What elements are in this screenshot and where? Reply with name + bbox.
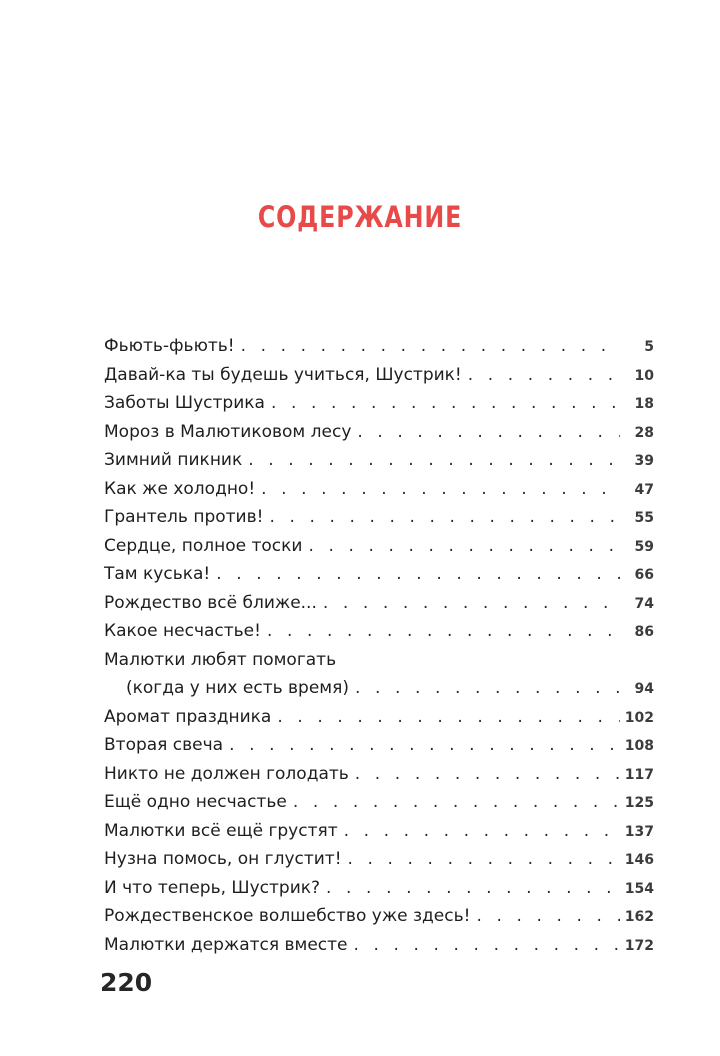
toc-entry <box>104 788 654 817</box>
toc-entry <box>104 446 654 475</box>
dot-leader <box>216 560 620 589</box>
dot-leader <box>269 503 620 532</box>
dot-leader <box>261 475 620 504</box>
toc-entry <box>104 389 654 418</box>
toc-entry-title-line1: Малютки любят помогать <box>104 649 337 670</box>
toc-entry <box>104 902 654 931</box>
dot-leader <box>271 389 620 418</box>
toc-entry <box>104 589 654 618</box>
toc-entry-page: 55 <box>634 510 654 526</box>
toc-entry-title: Заботы Шустрика <box>104 393 265 413</box>
toc-entry-page: 117 <box>624 766 654 783</box>
toc-entry-title: Нузна помось, он глустит! <box>104 849 342 869</box>
toc-entry-title: Там куська! <box>104 564 211 584</box>
toc-entry <box>104 931 654 960</box>
page-number: 220 <box>100 968 153 997</box>
toc-entry-page: 18 <box>634 396 654 412</box>
toc-entry-title: Сердце, полное тоски <box>104 535 303 556</box>
toc-entry-title: Аромат праздника <box>104 706 272 727</box>
toc-entry-title-line2: (когда у них есть время) <box>126 678 349 698</box>
toc-entry <box>104 418 654 447</box>
toc-entry-title: Как же холодно! <box>104 478 256 499</box>
dot-leader <box>348 845 620 874</box>
toc-entry-page: 102 <box>624 709 654 726</box>
dot-leader <box>355 760 620 789</box>
toc-entry-page: 137 <box>624 823 654 840</box>
toc-entry <box>104 703 654 732</box>
dot-leader <box>267 617 620 646</box>
toc-entry <box>104 874 654 903</box>
toc-entry <box>104 332 654 361</box>
toc-entry <box>104 475 654 504</box>
dot-leader <box>326 874 620 903</box>
dot-leader <box>293 788 620 817</box>
toc-entry-title: Зимний пикник <box>104 450 243 470</box>
toc-entry-page: 74 <box>634 595 654 612</box>
dot-leader <box>248 446 620 475</box>
toc-entry <box>104 731 654 760</box>
toc-entry-page: 39 <box>634 453 654 469</box>
dot-leader <box>323 589 620 618</box>
toc-entry <box>104 532 654 561</box>
dot-leader <box>241 332 620 361</box>
toc-entry-page: 94 <box>634 681 654 697</box>
toc-entry-page: 162 <box>624 909 654 925</box>
page-title: СОДЕРЖАНИЕ <box>257 200 463 234</box>
toc-entry <box>104 760 654 789</box>
dot-leader <box>357 418 620 447</box>
toc-entry-title: Фьють-фьють! <box>104 336 235 356</box>
toc-entry-title: Какое несчастье! <box>104 621 261 641</box>
toc-entry-page: 66 <box>634 567 654 583</box>
toc-entry-page: 172 <box>624 937 654 954</box>
dot-leader <box>354 931 620 960</box>
toc-entry-title: И что теперь, Шустрик? <box>104 877 321 898</box>
toc-entry-page: 86 <box>634 624 654 640</box>
toc-entry <box>104 560 654 589</box>
toc-entry-title: Мороз в Малютиковом лесу <box>104 421 352 442</box>
toc-entry-page: 5 <box>644 339 654 355</box>
toc-entry-title: Вторая свеча <box>104 735 224 755</box>
toc-entry-title: Рождество всё ближе... <box>104 592 317 613</box>
toc-entry-title: Ещё одно несчастье <box>104 792 287 812</box>
toc-entry <box>104 617 654 646</box>
dot-leader <box>468 361 620 390</box>
toc-entry <box>104 817 654 846</box>
toc-entry-title: Никто не должен голодать <box>104 763 349 784</box>
table-of-contents <box>104 332 654 959</box>
toc-entry-title: Грантель против! <box>104 507 264 527</box>
toc-entry <box>104 845 654 874</box>
toc-entry <box>104 674 654 703</box>
toc-entry-page: 59 <box>634 538 654 555</box>
toc-entry-page: 10 <box>634 367 654 384</box>
toc-entry-page: 154 <box>624 880 654 897</box>
toc-entry-page: 108 <box>624 738 654 754</box>
dot-leader <box>355 674 620 703</box>
dot-leader <box>344 817 620 846</box>
toc-entry <box>104 503 654 532</box>
toc-entry-title: Давай-ка ты будешь учиться, Шустрик! <box>104 364 462 385</box>
toc-entry-title: Малютки держатся вместе <box>104 934 348 955</box>
toc-entry-title: Рождественское волшебство уже здесь! <box>104 906 471 926</box>
dot-leader <box>308 532 620 561</box>
toc-entry-title: Малютки всё ещё грустят <box>104 820 338 841</box>
toc-entry <box>104 361 654 390</box>
dot-leader <box>277 703 620 732</box>
dot-leader <box>229 731 620 760</box>
toc-entry-page: 146 <box>624 852 654 868</box>
toc-entry-page: 125 <box>624 795 654 811</box>
dot-leader <box>476 902 620 931</box>
toc-entry-page: 28 <box>634 424 654 441</box>
toc-entry-page: 47 <box>634 481 654 498</box>
